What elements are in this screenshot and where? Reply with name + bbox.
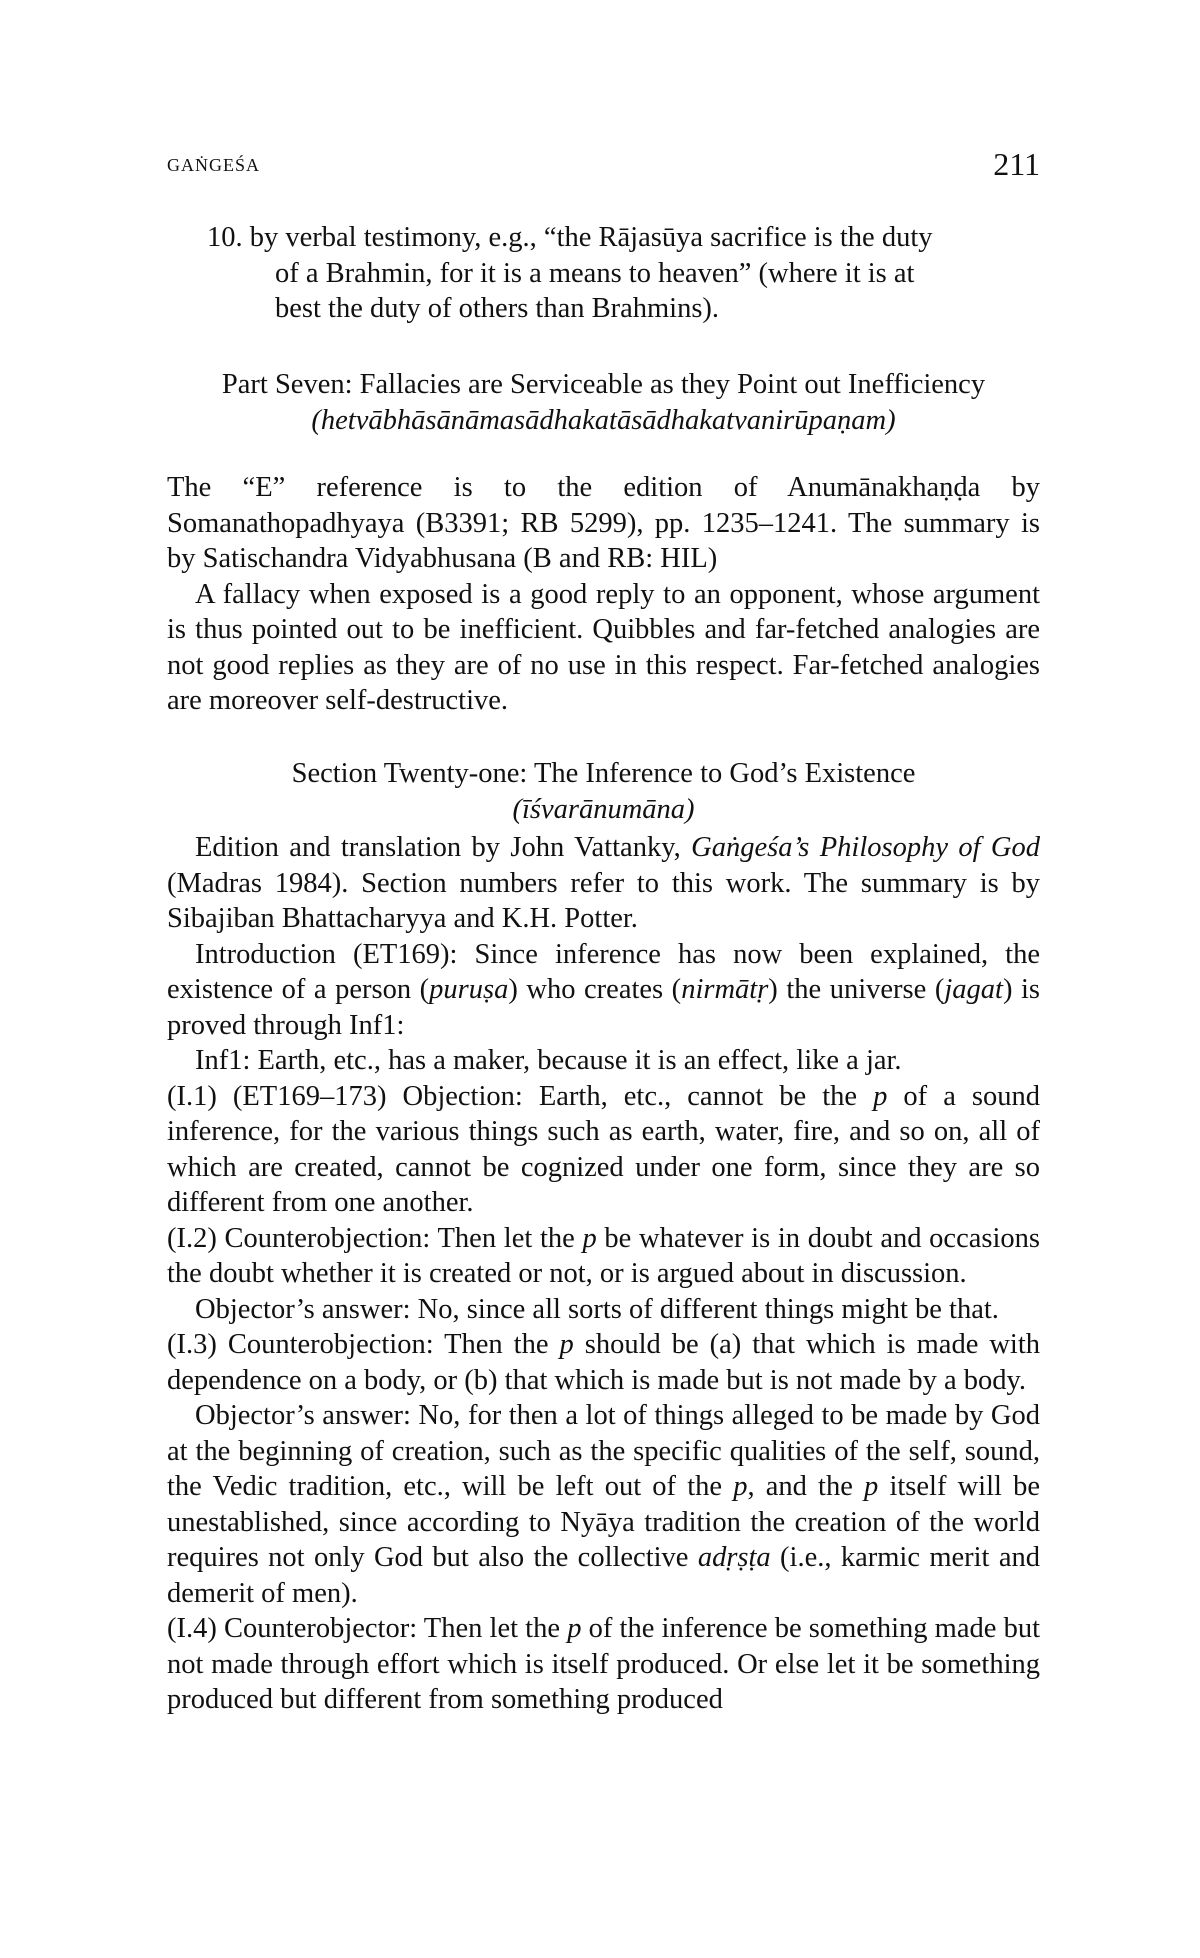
part-seven-body <box>167 470 1040 719</box>
list-item-10-line-3: best the duty of others than Brahmins). <box>275 293 720 324</box>
list-item-10 <box>167 220 1040 327</box>
section-twenty-one-heading <box>167 756 1040 827</box>
inference-one: Inf1: Earth, etc., has a maker, because it is an effect, like a jar. <box>195 1045 902 1076</box>
list-item-10-line-2: of a Brahmin, for it is a means to heaven” (where it is at <box>275 257 915 289</box>
paragraph-i1: (I.1) (ET169–173) Objection: Earth, etc., cannot be the p of a sound inference, for the various things such as earth, water, fire, and so on, all of which are created, cannot be cognized under one form, since they are so different from one another. <box>167 1080 1040 1218</box>
section-twenty-one-subtitle: (īśvarānumāna) <box>512 793 695 825</box>
paragraph-i2: (I.2) Counterobjection: Then let the p be whatever is in doubt and occasions the doubt whether it is created or not, or is argued about in discussion. <box>167 1222 1040 1289</box>
objector-answer-2: Objector’s answer: No, for then a lot of things alleged to be made by God at the beginning of creation, such as the specific qualities of the self, sound, the Vedic tradition, etc., will be left out of the p, and the p itself will be unestablished, since according to Nyāya tradition the creation of the world requires not only God but also the collective adṛṣṭa (i.e., karmic merit and demerit of men). <box>167 1400 1040 1609</box>
page-number: 211 <box>993 146 1040 182</box>
part-seven-title: Part Seven: Fallacies are Serviceable as they Point out Inefficiency <box>221 369 986 400</box>
book-title: Gaṅgeśa’s Philosophy of God <box>691 832 1041 863</box>
running-head: GAṄGEŚA <box>167 155 261 175</box>
part-seven-subtitle: (hetvābhāsānāmasādhakatāsādhakatvanirūpaṇam) <box>311 404 896 436</box>
paragraph-i4: (I.4) Counterobjector: Then let the p of the inference be something made but not made through effort which is itself produced. Or else let it be something produced but different from something produced <box>167 1613 1040 1715</box>
edition-paragraph: Edition and translation by John Vattanky, Gaṅgeśa’s Philosophy of God (Madras 1984). Section numbers refer to this work. The summary is by Sibajiban Bhattacharyya and K.H. Potter. <box>167 832 1041 934</box>
edition-note-paragraph: The “E” reference is to the edition of Anumānakhaṇḍa by Somanathopadhyaya (B3391; RB 5299), pp. 1235–1241. The summary is by Satischandra Vidyabhusana (B and RB: HIL) <box>167 472 1040 574</box>
paragraph-i3: (I.3) Counterobjection: Then the p should be (a) that which is made with dependence on a body, or (b) that which is made but is not made by a body. <box>167 1329 1041 1396</box>
list-item-10-line-1: 10. by verbal testimony, e.g., “the Rājasūya sacrifice is the duty <box>207 222 933 253</box>
part-seven-heading <box>167 367 1040 438</box>
section-twenty-one-title: Section Twenty-one: The Inference to God’s Existence <box>291 758 916 789</box>
objector-answer-1: Objector’s answer: No, since all sorts of different things might be that. <box>195 1293 999 1325</box>
introduction-paragraph: Introduction (ET169): Since inference has now been explained, the existence of a person (puruṣa) who creates (nirmātṛ) the universe (jagat) is proved through Inf1: <box>167 938 1040 1041</box>
section-twenty-one-body <box>167 830 1040 1718</box>
fallacy-paragraph: A fallacy when exposed is a good reply to an opponent, whose argument is thus pointed out to be inefficient. Quibbles and far-fetched analogies are not good replies as they are of no use in this respect. Far-fetched analogies are moreover self-destructive. <box>167 578 1040 716</box>
